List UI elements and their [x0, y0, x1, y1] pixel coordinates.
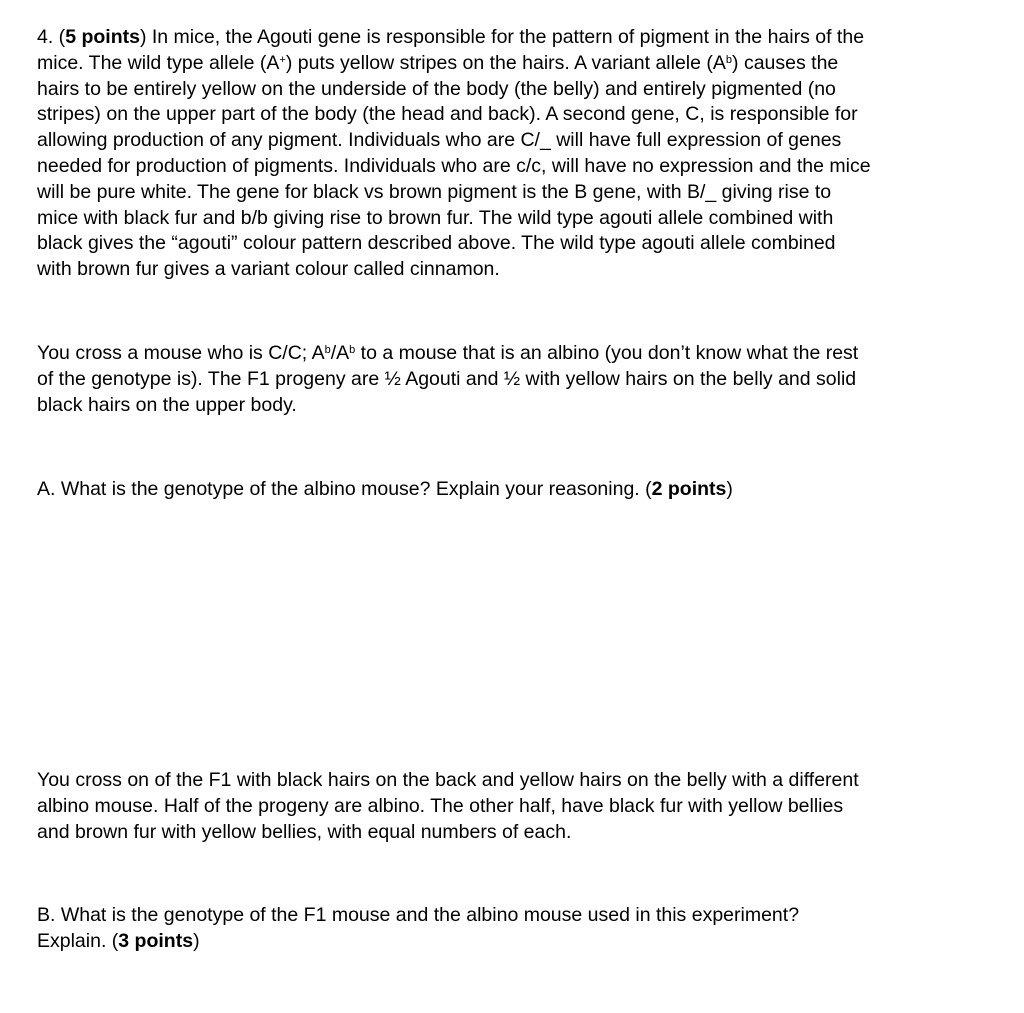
intro-line: hairs to be entirely yellow on the underside of the body (the belly) and entirely pigmented (no: [37, 77, 836, 100]
second-cross-description: [37, 768, 987, 845]
question-line: A. What is the genotype of the albino mouse? Explain your reasoning. (2 points): [37, 478, 733, 500]
intro-line: stripes) on the upper part of the body (the head and back). A second gene, C, is responsible for: [37, 103, 858, 126]
points-label: 2 points: [651, 478, 727, 500]
cross-line: and brown fur with yellow bellies, with equal numbers of each.: [37, 820, 572, 843]
cross-line: albino mouse. Half of the progeny are albino. The other half, have black fur with yellow bellies: [37, 794, 844, 817]
intro-line: 4. (5 points) In mice, the Agouti gene is responsible for the pattern of pigment in the hairs of the: [37, 26, 865, 48]
question-line: B. What is the genotype of the F1 mouse and the albino mouse used in this experiment?: [37, 904, 800, 926]
cross-line: black hairs on the upper body.: [37, 393, 297, 416]
allele-superscript: b: [324, 344, 331, 356]
problem-intro: [37, 25, 987, 283]
first-cross-description: [37, 341, 987, 418]
allele-superscript: +: [279, 53, 286, 66]
cross-line: You cross on of the F1 with black hairs on the back and yellow hairs on the belly with a different: [37, 769, 859, 791]
intro-line: mice with black fur and b/b giving rise to brown fur. The wild type agouti allele combined with: [37, 206, 834, 229]
intro-line: will be pure white. The gene for black vs brown pigment is the B gene, with B/_ giving rise to: [37, 180, 832, 203]
cross-line: of the genotype is). The F1 progeny are ½ Agouti and ½ with yellow hairs on the belly and solid: [37, 367, 857, 390]
points-label: 5 points: [65, 26, 140, 48]
intro-line: allowing production of any pigment. Individuals who are C/_ will have full expression of genes: [37, 129, 842, 152]
question-b: [37, 903, 987, 955]
intro-line: black gives the “agouti” colour pattern described above. The wild type agouti allele combined: [37, 232, 836, 255]
allele-superscript: b: [725, 53, 733, 66]
question-line: Explain. (3 points): [37, 929, 200, 952]
intro-line: needed for production of pigments. Individuals who are c/c, will have no expression and the mice: [37, 154, 871, 177]
intro-line: mice. The wild type allele (A+) puts yellow stripes on the hairs. A variant allele $(A^b)$ causes the: [37, 51, 839, 74]
points-label: 3 points: [118, 929, 194, 952]
cross-line: You cross a mouse who is C/C; $A^b/A^b$ to a mouse that is an albino (you don’t know what the rest: [37, 342, 859, 364]
allele-superscript: b: [349, 344, 356, 356]
intro-line: with brown fur gives a variant colour called cinnamon.: [37, 258, 500, 281]
question-a: [37, 477, 987, 503]
